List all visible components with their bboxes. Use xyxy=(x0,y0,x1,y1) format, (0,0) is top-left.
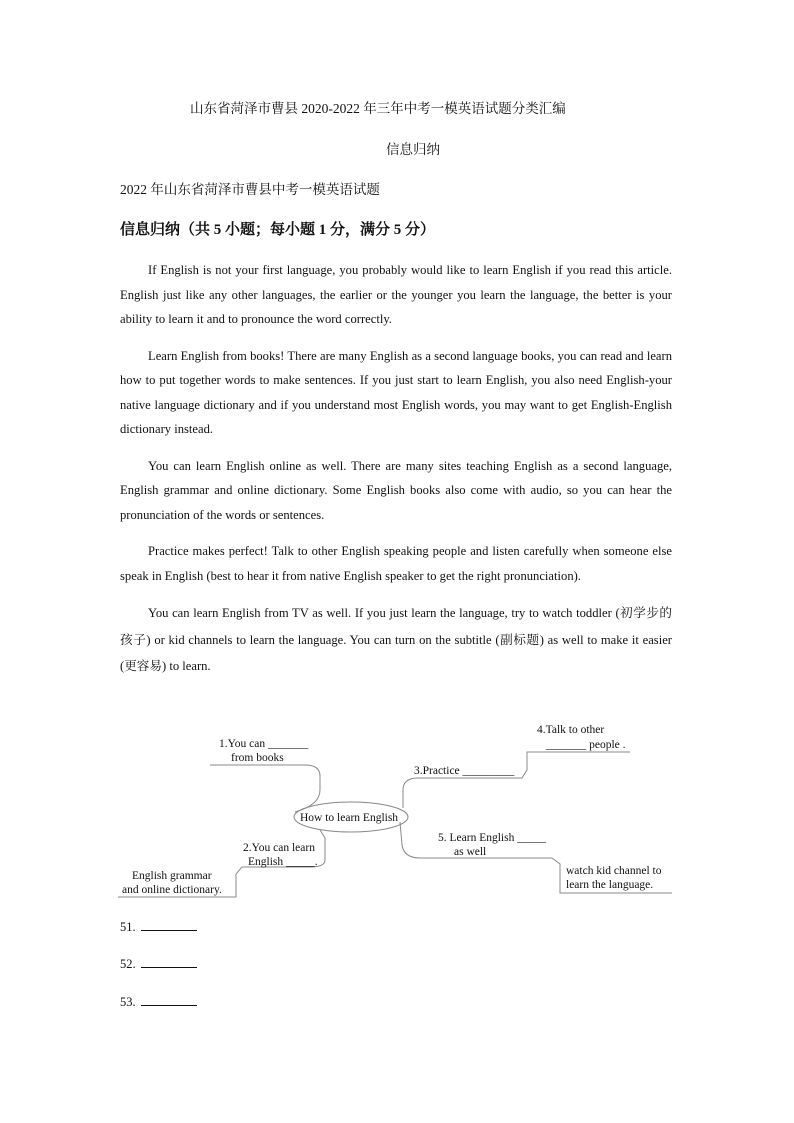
answer-blank[interactable] xyxy=(141,920,197,931)
answer-blank[interactable] xyxy=(141,957,197,968)
center-ellipse xyxy=(294,802,408,832)
branch-5 xyxy=(400,822,672,893)
node-5-line-2: as well xyxy=(454,846,487,858)
node-5-detail-line-2: learn the language. xyxy=(566,879,654,891)
exam-source: 2022 年山东省菏泽市曹县中考一模英语试题 xyxy=(120,182,380,197)
node-1-line-2: from books xyxy=(231,752,284,764)
paragraph-1: If English is not your first language, you probably would like to learn English if you read this article. English just like any other languages, the earlier or the younger you learn the language, the better is your ability to learn it and to pronounce the word correctly. xyxy=(120,263,672,326)
answer-line-53 xyxy=(120,995,197,1010)
branch-2 xyxy=(118,830,325,897)
node-2-detail-line-2: and online dictionary. xyxy=(122,884,222,896)
node-2-line-1: 2.You can learn xyxy=(243,842,315,854)
branch-1 xyxy=(210,765,320,812)
paragraph-3: You can learn English online as well. There are many sites teaching English as a second language, English grammar and online dictionary. Some English books also come with audio, so you can hear the pronunciation of the words or sentences. xyxy=(120,458,672,522)
node-4-line-2: _______ people . xyxy=(546,739,626,751)
paragraph-2: Learn English from books! There are many English as a second language books, you can read and learn how to put together words to make sentences. If you just start to learn English, you also need English-your native language dictionary and if you understand most English words, you may want to get English-English dictionary instead. xyxy=(120,348,672,436)
answer-label: 51. xyxy=(120,920,136,934)
document-subtitle: 信息归纳 xyxy=(386,142,440,157)
paragraph-5: You can learn English from TV as well. If you just learn the language, try to watch toddler (初学步的孩子) or kid channels to learn the language. You can turn on the subtitle (副标题) as well to make it easier (更容易) to learn. xyxy=(120,606,672,673)
answer-label: 53. xyxy=(120,995,136,1009)
map-center-label: How to learn English xyxy=(300,812,399,824)
answer-label: 52. xyxy=(120,957,136,971)
node-3-label: 3.Practice _________ xyxy=(414,765,515,777)
node-2-detail-line-1: English grammar xyxy=(132,870,212,882)
node-5-line-1: 5. Learn English _____ xyxy=(438,832,546,844)
reading-passage xyxy=(120,258,672,680)
node-1-line-1: 1.You can _______ xyxy=(219,738,309,750)
document-title: 山东省菏泽市曹县 2020-2022 年三年中考一模英语试题分类汇编 xyxy=(190,101,566,116)
node-5-detail-line-1: watch kid channel to xyxy=(566,865,662,877)
answer-line-52 xyxy=(120,957,197,972)
branch-3 xyxy=(403,752,630,808)
paragraph-4: Practice makes perfect! Talk to other English speaking people and listen carefully when someone else speak in English (best to hear it from native English speaker to get the right pronunciation). xyxy=(120,544,672,583)
answer-blank[interactable] xyxy=(141,995,197,1006)
section-heading: 信息归纳（共 5 小题；每小题 1 分，满分 5 分） xyxy=(120,222,436,238)
answer-line-51 xyxy=(120,920,197,935)
node-4-line-1: 4.Talk to other xyxy=(537,724,605,736)
node-2-line-2: English _____. xyxy=(248,856,318,868)
